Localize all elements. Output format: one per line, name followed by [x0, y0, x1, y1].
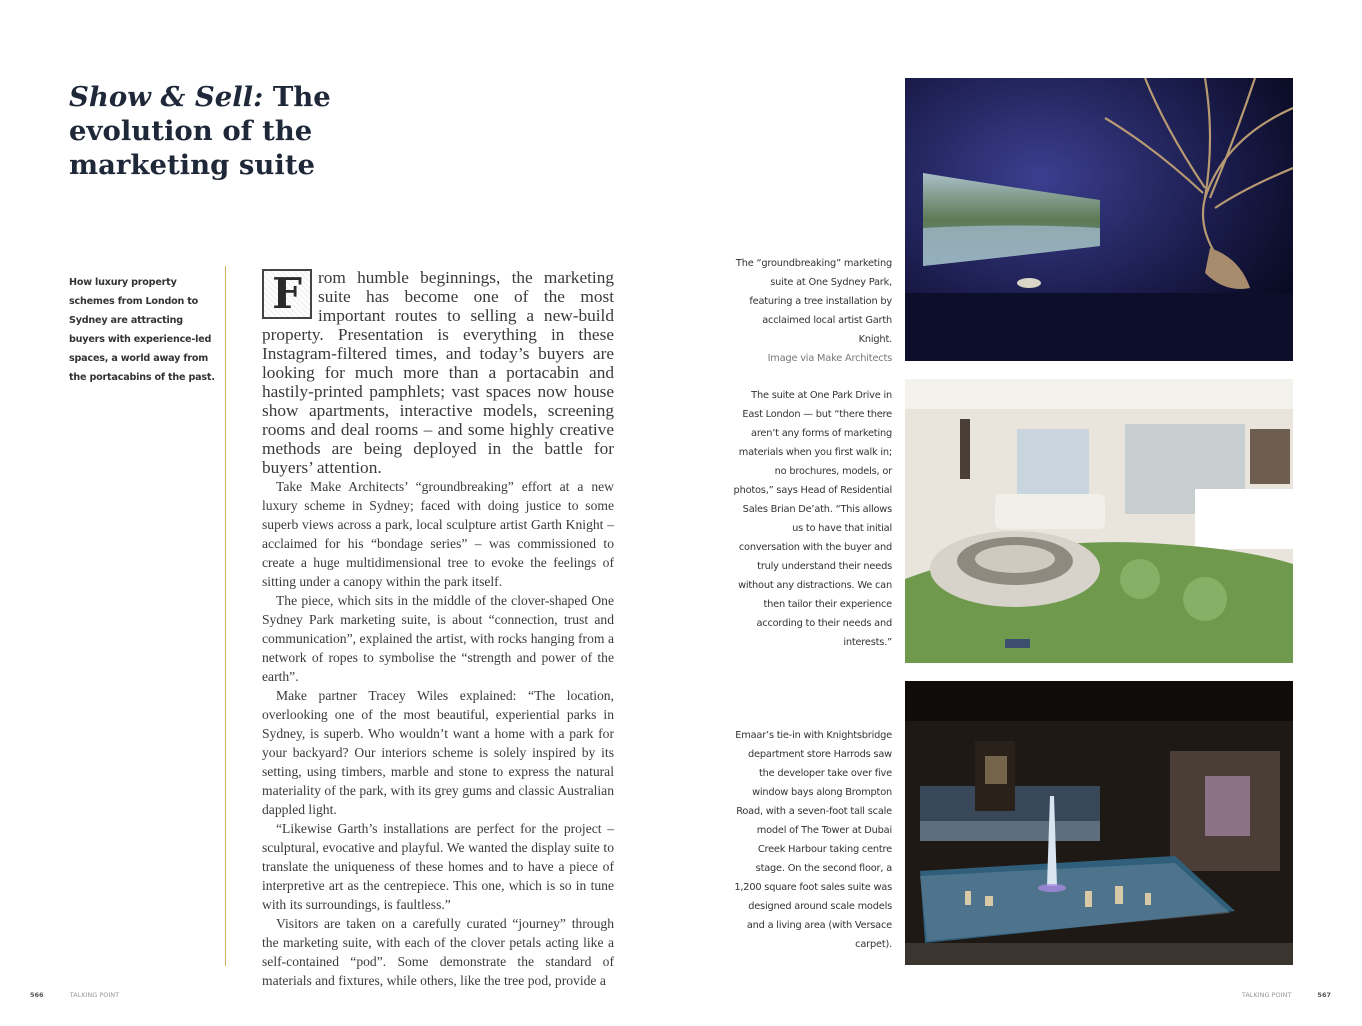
intro-text: rom humble beginnings, the marketing suite has become one of the most important routes to selling a new-build property. Presentation is everything in these Instagram-filtered times, and today’s buyers are looking for much more than a portacabin and hastily-printed pamphlets; vast spaces now house show apartments, interactive models, screening rooms and deal rooms – and some highly creative methods are being deployed in the battle for buyers’ attention.	[262, 268, 614, 477]
body-paragraph: Take Make Architects’ “groundbreaking” effort at a new luxury scheme in Sydney; faced with doing justice to some superb views across a park, local sculpture artist Garth Knight – acclaimed for his “bondage series” – was commissioned to create a huge multidimensional tree to evoke the feelings of sitting under a canopy within the park itself.	[262, 479, 614, 589]
standfirst: How luxury property schemes from London to Sydney are attracting buyers with experience-led spaces, a world away from the portacabins of the past.	[69, 277, 215, 383]
caption-text: The suite at One Park Drive in East London — but “there there aren’t any forms of marketing materials when you first walk in; no brochures, models, or photos,” says Head of Residential Sales Brian De’ath. “This allows us to have that initial conversation with the buyer and truly understand their needs without any distractions. We can then tailor their experience according to their needs and interests.”	[733, 390, 892, 648]
section-label-left: TALKING POINT	[69, 991, 120, 999]
drop-cap: F	[262, 269, 312, 319]
image-credit: Image via Make Architects	[767, 353, 892, 364]
body-paragraph: The piece, which sits in the middle of the clover-shaped One Sydney Park marketing suite, is about “connection, trust and communication”, explained the artist, with rocks hanging from a network of ropes to symbolise the “strength and power of the earth”.	[262, 593, 614, 684]
title-rest: The evolution of the marketing suite	[69, 81, 331, 181]
photo-harrods-model	[905, 681, 1293, 965]
title-italic: Show & Sell:	[69, 81, 264, 113]
article-body	[262, 268, 614, 990]
body-paragraph: Make partner Tracey Wiles explained: “The location, overlooking one of the most beautiful, experiential parks in Sydney, is superb. Who wouldn’t want a home with a park for your backyard? Our interiors scheme is solely inspired by its setting, using timbers, marble and stone to express the natural materiality of the park, with its grey gums and classic Australian dappled light.	[262, 688, 614, 817]
caption-harrods	[732, 726, 892, 954]
page-number-right: 567	[1317, 991, 1331, 999]
column-rule	[225, 266, 226, 966]
caption-text: The “groundbreaking” marketing suite at One Sydney Park, featuring a tree installation by acclaimed local artist Garth Knight.	[735, 258, 892, 345]
section-label-right: TALKING POINT	[1241, 991, 1292, 999]
folio-right	[1242, 991, 1331, 999]
caption-sydney-park	[732, 254, 892, 368]
page-number-left: 566	[30, 991, 44, 999]
photo-one-park-drive	[905, 379, 1293, 663]
caption-one-park-drive	[732, 386, 892, 652]
intro-paragraph	[262, 268, 614, 477]
article-title	[69, 80, 469, 182]
caption-text: Emaar’s tie-in with Knightsbridge department store Harrods saw the developer take over five window bays along Brompton Road, with a seven-foot tall scale model of The Tower at Dubai Creek Harbour taking centre stage. On the second floor, a 1,200 square foot sales suite was designed around scale models and a living area (with Versace carpet).	[734, 730, 892, 950]
body-paragraph: “Likewise Garth’s installations are perfect for the project – sculptural, evocative and playful. We wanted the display suite to translate the uniqueness of these homes and to have a piece of interpretive art as the centrepiece. This one, which is so in tune with its surroundings, is faultless.”	[262, 821, 614, 912]
body-paragraph: Visitors are taken on a carefully curated “journey” through the marketing suite, with each of the clover petals acting like a self-contained “pod”. Some demonstrate the standard of materials and fixtures, while others, like the tree pod, provide a	[262, 916, 614, 988]
photo-tree-installation	[905, 78, 1293, 361]
folio-left	[30, 991, 119, 999]
